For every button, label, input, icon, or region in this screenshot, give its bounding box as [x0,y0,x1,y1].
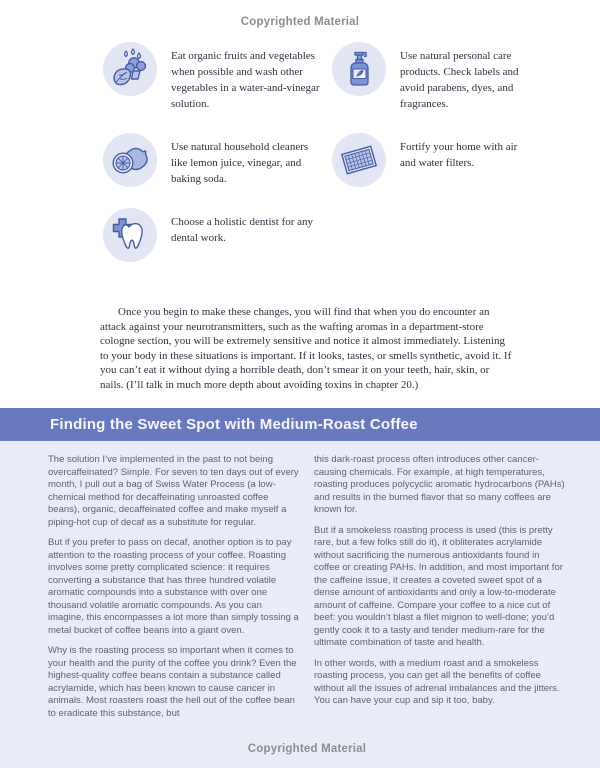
lemon-icon [103,133,157,187]
tooth-icon [103,208,157,262]
left-column [48,454,300,728]
tip-text: Use natural personal care products. Check labels and avoid parabens, dyes, and fragrances. [400,50,519,110]
section-title: Finding the Sweet Spot with Medium-Roast Coffee [50,416,418,433]
tip-item-organic-produce [103,42,332,112]
paragraph: But if you prefer to pass on decaf, another option is to pay attention to the roasting process of your coffee. Roasting involves some pretty complicated science: it requires converting a substance that has three hundred volatile aromatic compounds into a substance with over one thousand volatile aromatic compounds. As you can imagine, this encompasses a lot more than simply tossing a metal bucket of coffee beans into a giant oven. [48,537,299,636]
tip-item-holistic-dentist [103,208,332,262]
paragraph: But if a smokeless roasting process is used (this is pretty rare, but a few folks still do it), it obliterates acrylamide without sacrificing the numerous antioxidants found in coffee or creating PAHs. In addition, and most important for the caffeine issue, it creates a coveted sweet spot of a dense amount of antioxidants and only a low-to-moderate amount of caffeine. Compare your coffee to a nice cut of beef: you wouldn’t blast a filet mignon to well-done; you’d gently cook it to a tasty and tender medium-rare for the ultimate combination of taste and health. [314,524,563,648]
paragraph: The solution I’ve implemented in the past to not being overcaffeinated? Simple. For seven to ten days out of every month, I pull out a bag of Swiss Water Process (a low-chemical method for decaffeinating unroasted coffee beans), organic, decaffeinated coffee and make myself a piping-hot cup of decaf as a substitute for regular. [48,454,299,528]
two-column-text [48,454,566,728]
tip-text: Eat organic fruits and vegetables when possible and wash other vegetables in a water-and-vinegar solution. [171,50,320,110]
tips-list [103,42,540,283]
tip-item-home-filters [332,133,540,187]
body-paragraph: Once you begin to make these changes, you will find that when you do encounter an attack against your neurotransmitters, such as the wafting aromas in a department-store cologne section, you will be extremely sensitive and notice it almost immediately. Listening to your body in these situations is important. If it looks, tastes, or smells synthetic, avoid it. If you can’t eat it without dying a horrible death, don’t smear it on your teeth, hair, skin, or nails. (I’ll talk in much more depth about avoiding toxins in chapter 20.) [100,306,512,391]
copyright-notice-bottom: Copyrighted Material [247,743,367,755]
section-header [0,408,600,441]
coffee-sidebar-section [0,408,600,768]
right-column [314,454,566,728]
vegetables-icon [103,42,157,96]
section-body [0,441,600,768]
tip-text: Fortify your home with air and water filters. [400,141,518,169]
paragraph: Why is the roasting process so important when it comes to your health and the purity of the coffee you drink? Even the highest-quality coffee beans contain a substance called acrylamide, which has been known to cause cancer in animals. Most roasters roast the hell out of the coffee bean to eradicate this substance, but [48,645,297,719]
paragraph: In other words, with a medium roast and a smokeless roasting process, you can get all the benefits of coffee without all the issues of adrenal imbalances and the jitters. You can have your cup and sip it too, baby. [314,657,560,706]
personal-care-bottle-icon [332,42,386,96]
tip-item-personal-care [332,42,540,112]
copyright-notice-top: Copyrighted Material [240,16,360,28]
tip-text: Use natural household cleaners like lemon juice, vinegar, and baking soda. [171,141,309,185]
tip-text: Choose a holistic dentist for any dental work. [171,216,314,244]
air-filter-icon [332,133,386,187]
tip-item-household-cleaners [103,133,332,187]
paragraph: this dark-roast process often introduces other cancer-causing chemicals. For example, at high temperatures, roasting produces polycyclic aromatic hydrocarbons (PAHs) and results in the burned flavor that so many coffees are known for. [314,454,565,515]
